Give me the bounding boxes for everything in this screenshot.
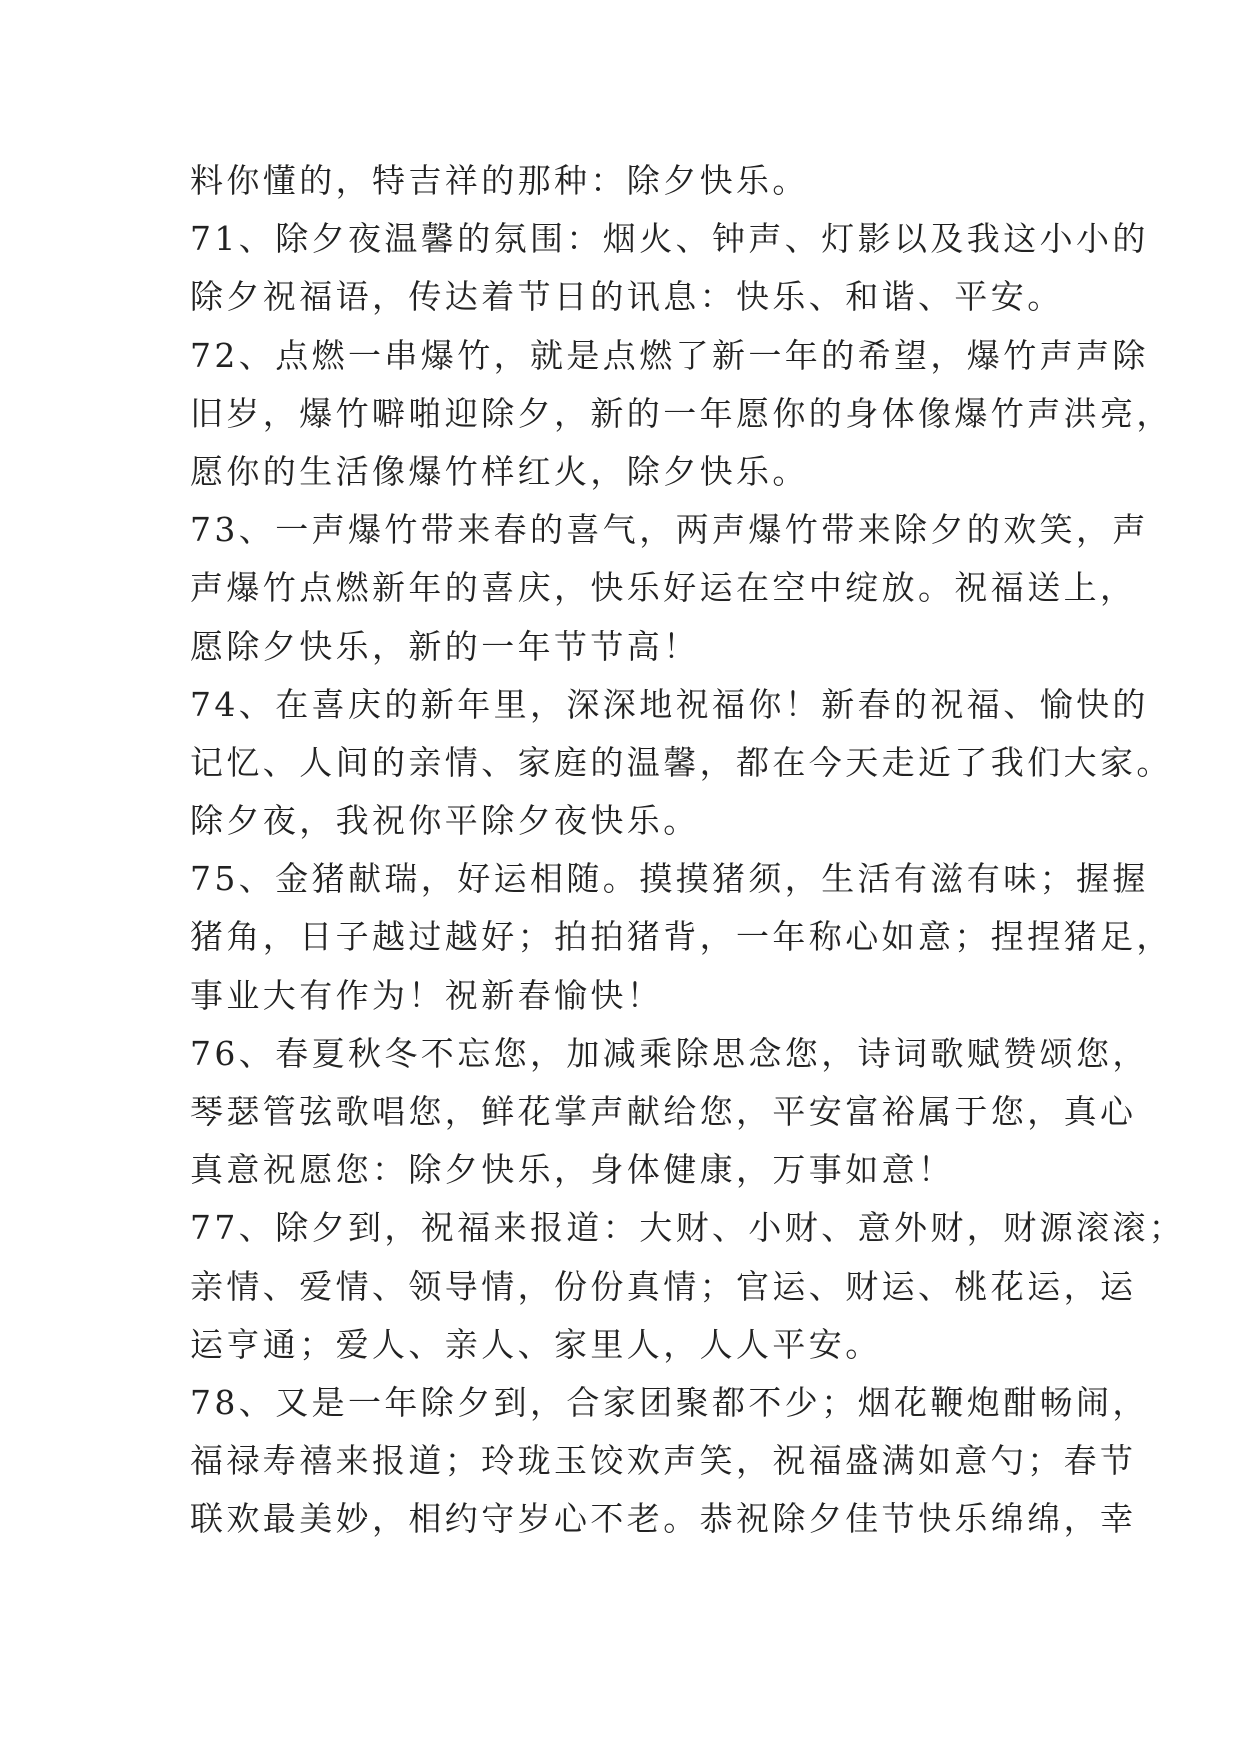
text-line: 71、除夕夜温馨的氛围：烟火、钟声、灯影以及我这小小的 (190, 219, 1149, 259)
text-line: 愿除夕快乐，新的一年节节高！ (190, 626, 700, 666)
document-body (190, 152, 1186, 1549)
text-line: 除夕夜，我祝你平除夕夜快乐。 (190, 801, 700, 841)
text-line: 除夕祝福语，传达着节日的讯息：快乐、和谐、平安。 (190, 277, 1064, 317)
text-line: 72、点燃一串爆竹，就是点燃了新一年的希望，爆竹声声除 (190, 335, 1149, 375)
text-line: 猪角，日子越过越好；拍拍猪背，一年称心如意；捏捏猪足， (190, 917, 1173, 957)
text-line: 运亨通；爱人、亲人、家里人，人人平安。 (190, 1324, 882, 1364)
text-line: 亲情、爱情、领导情，份份真情；官运、财运、桃花运，运 (190, 1266, 1137, 1306)
text-line: 78、又是一年除夕到，合家团聚都不少；烟花鞭炮酣畅闹， (190, 1382, 1149, 1422)
text-line: 旧岁，爆竹噼啪迎除夕，新的一年愿你的身体像爆竹声洪亮， (190, 393, 1173, 433)
text-line: 声爆竹点燃新年的喜庆，快乐好运在空中绽放。祝福送上， (190, 568, 1137, 608)
text-line: 75、金猪献瑞，好运相随。摸摸猪须，生活有滋有味；握握 (190, 859, 1149, 899)
text-line: 福禄寿禧来报道；玲珑玉饺欢声笑，祝福盛满如意勺；春节 (190, 1441, 1137, 1481)
text-line: 料你懂的，特吉祥的那种：除夕快乐。 (190, 161, 809, 200)
text-line: 记忆、人间的亲情、家庭的温馨，都在今天走近了我们大家。 (190, 742, 1173, 782)
text-line: 77、除夕到，祝福来报道：大财、小财、意外财，财源滚滚； (190, 1208, 1186, 1248)
text-line: 73、一声爆竹带来春的喜气，两声爆竹带来除夕的欢笑，声 (190, 510, 1149, 550)
text-line: 愿你的生活像爆竹样红火，除夕快乐。 (190, 451, 809, 491)
text-line: 74、在喜庆的新年里，深深地祝福你！新春的祝福、愉快的 (190, 684, 1149, 724)
text-line: 事业大有作为！祝新春愉快！ (190, 975, 664, 1015)
text-line: 联欢最美妙，相约守岁心不老。恭祝除夕佳节快乐绵绵，幸 (190, 1499, 1137, 1539)
text-line: 76、春夏秋冬不忘您，加减乘除思念您，诗词歌赋赞颂您， (190, 1033, 1149, 1073)
text-line: 琴瑟管弦歌唱您，鲜花掌声献给您，平安富裕属于您，真心 (190, 1092, 1137, 1131)
text-line: 真意祝愿您：除夕快乐，身体健康，万事如意！ (190, 1150, 955, 1190)
